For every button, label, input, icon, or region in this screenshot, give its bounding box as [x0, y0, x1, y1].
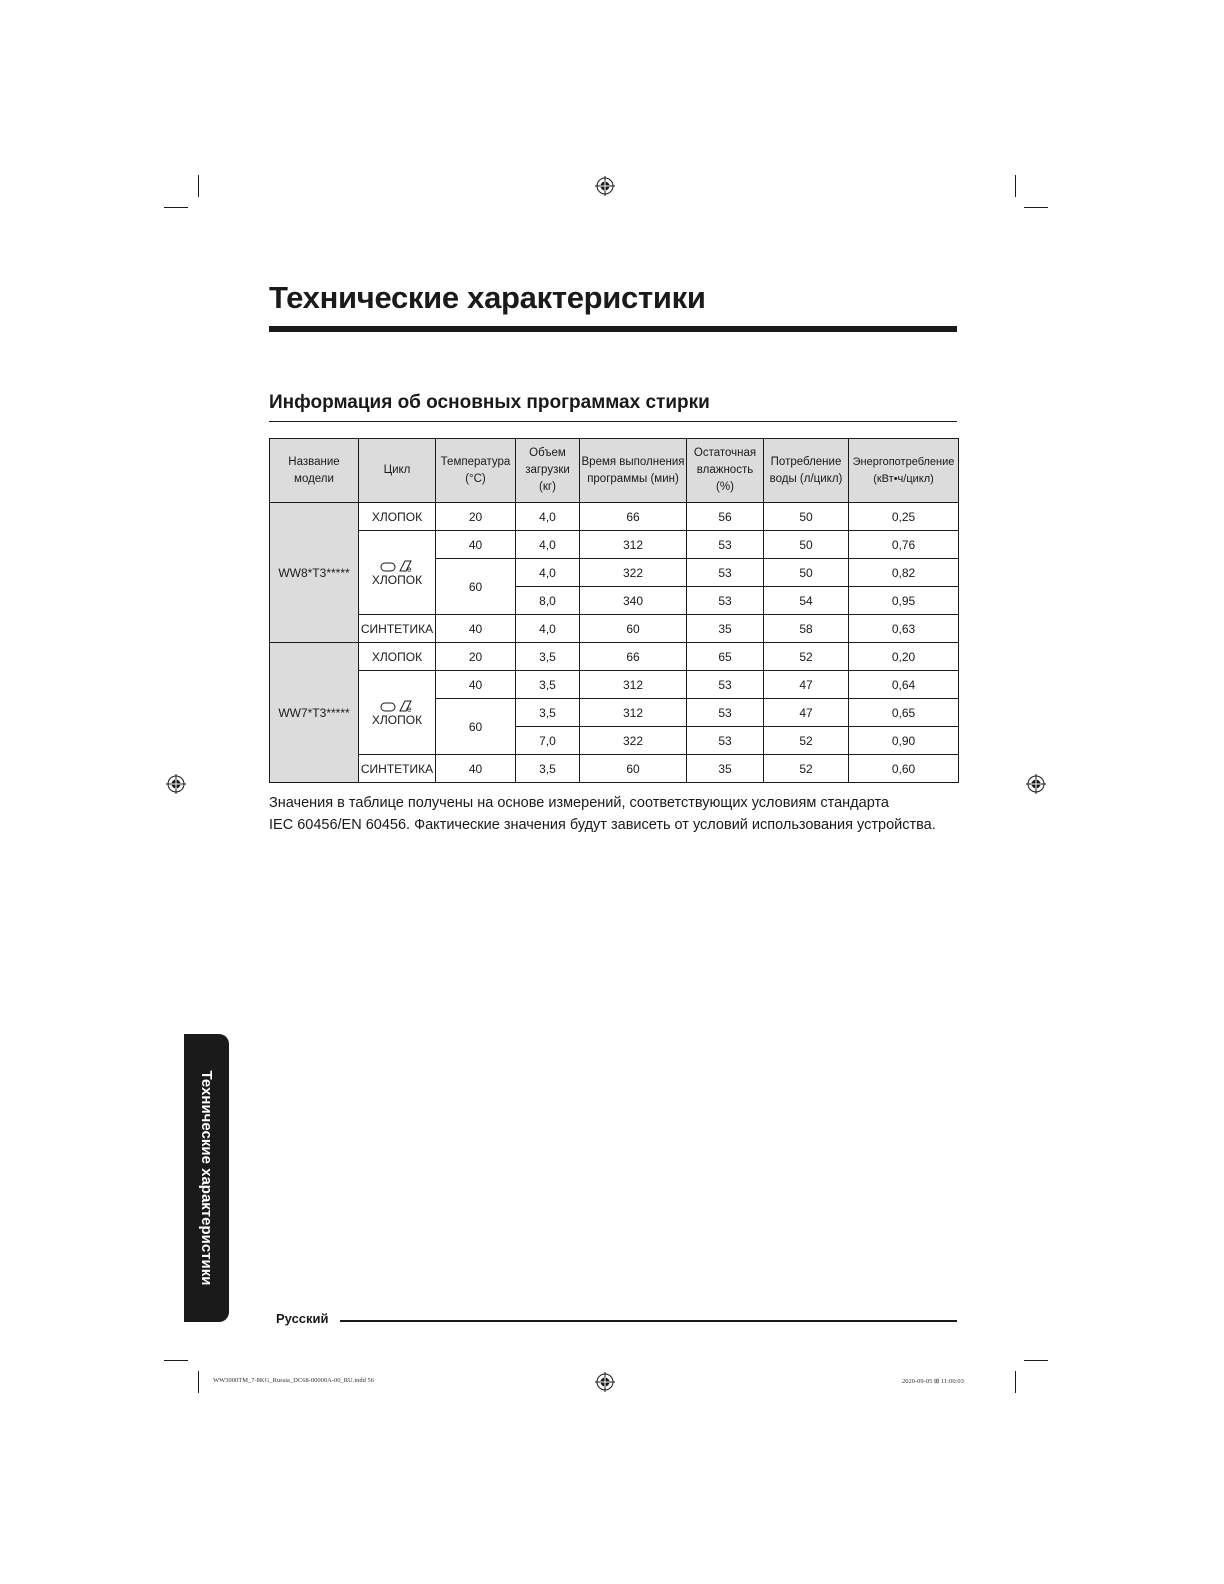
- crop-mark: [164, 207, 188, 208]
- cycle-label: ХЛОПОК: [371, 572, 423, 587]
- footnote-line: Значения в таблице получены на основе измерений, соответствующих условиям стандарта: [269, 795, 889, 811]
- cycle-cell: СИНТЕТИКА: [359, 615, 436, 643]
- load-cell: 3,5: [516, 755, 580, 783]
- crop-mark: [1024, 207, 1048, 208]
- table-row: [270, 503, 959, 531]
- load-cell: 4,0: [516, 615, 580, 643]
- load-cell: 4,0: [516, 503, 580, 531]
- water-cell: 58: [764, 615, 849, 643]
- cycle-cell: ХЛОПОК: [359, 643, 436, 671]
- load-cell: 8,0: [516, 587, 580, 615]
- load-cell: 3,5: [516, 643, 580, 671]
- cycle-label: ХЛОПОК: [371, 712, 423, 727]
- header-moisture: Остаточная влажность (%): [687, 439, 764, 503]
- load-cell: 3,5: [516, 699, 580, 727]
- header-cycle: Цикл: [359, 439, 436, 503]
- water-cell: 47: [764, 699, 849, 727]
- crop-mark: [164, 1360, 188, 1361]
- temperature-cell: 60: [436, 699, 516, 755]
- cycle-cell: ХЛОПОК: [359, 503, 436, 531]
- temperature-cell: 40: [436, 615, 516, 643]
- water-cell: 54: [764, 587, 849, 615]
- energy-cell: 0,90: [849, 727, 959, 755]
- eco-cotton-icon: [359, 698, 435, 713]
- header-model: Название модели: [270, 439, 359, 503]
- load-cell: 4,0: [516, 559, 580, 587]
- moisture-cell: 53: [687, 671, 764, 699]
- time-cell: 322: [580, 559, 687, 587]
- footer-language: Русский: [276, 1311, 329, 1326]
- crop-mark: [198, 1371, 199, 1393]
- water-cell: 52: [764, 727, 849, 755]
- time-cell: 340: [580, 587, 687, 615]
- energy-cell: 0,63: [849, 615, 959, 643]
- moisture-cell: 53: [687, 531, 764, 559]
- registration-mark-icon: [595, 1372, 615, 1392]
- water-cell: 47: [764, 671, 849, 699]
- time-cell: 312: [580, 671, 687, 699]
- footnote: [269, 792, 959, 836]
- moisture-cell: 65: [687, 643, 764, 671]
- side-tab-label: Технические характеристики: [198, 1070, 215, 1286]
- programs-table: [269, 438, 959, 783]
- moisture-cell: 53: [687, 699, 764, 727]
- table-row: [270, 755, 959, 783]
- energy-cell: 0,64: [849, 671, 959, 699]
- water-cell: 50: [764, 503, 849, 531]
- energy-cell: 0,65: [849, 699, 959, 727]
- temperature-cell: 20: [436, 503, 516, 531]
- crop-mark: [1024, 1360, 1048, 1361]
- table-row: [270, 671, 959, 699]
- time-cell: 322: [580, 727, 687, 755]
- time-cell: 66: [580, 503, 687, 531]
- water-cell: 50: [764, 559, 849, 587]
- water-cell: 52: [764, 755, 849, 783]
- table-row: [270, 615, 959, 643]
- header-time: Время выполнения программы (мин): [580, 439, 687, 503]
- header-temperature: Температура (°C): [436, 439, 516, 503]
- time-cell: 60: [580, 615, 687, 643]
- svg-text:e: e: [407, 704, 412, 713]
- table-header-row: [270, 439, 959, 503]
- svg-text:e: e: [407, 564, 412, 573]
- cycle-cell: [359, 531, 436, 615]
- header-energy: Энергопотребление (кВт•ч/цикл): [849, 439, 959, 503]
- temperature-cell: 60: [436, 559, 516, 615]
- temperature-cell: 40: [436, 755, 516, 783]
- cycle-cell: [359, 671, 436, 755]
- header-water: Потребление воды (л/цикл): [764, 439, 849, 503]
- load-cell: 3,5: [516, 671, 580, 699]
- eco-cotton-icon: [359, 558, 435, 573]
- print-slug-date: 2020-09-05 ⊞ 11:00:03: [902, 1378, 964, 1385]
- registration-mark-icon: [166, 774, 186, 794]
- page-title: Технические характеристики: [269, 280, 706, 315]
- energy-cell: 0,82: [849, 559, 959, 587]
- energy-cell: 0,60: [849, 755, 959, 783]
- print-slug-file: WW3000TM_7-8KG_Russia_DC68-00000A-00_RU.indd 56: [213, 1377, 375, 1384]
- time-cell: 312: [580, 699, 687, 727]
- model-cell: WW8*T3*****: [270, 503, 359, 643]
- water-cell: 50: [764, 531, 849, 559]
- time-cell: 312: [580, 531, 687, 559]
- side-section-tab: [184, 1034, 229, 1322]
- moisture-cell: 56: [687, 503, 764, 531]
- registration-mark-icon: [1026, 774, 1046, 794]
- title-divider: [269, 326, 957, 332]
- moisture-cell: 53: [687, 587, 764, 615]
- registration-mark-icon: [595, 176, 615, 196]
- moisture-cell: 35: [687, 615, 764, 643]
- energy-cell: 0,25: [849, 503, 959, 531]
- temperature-cell: 20: [436, 643, 516, 671]
- time-cell: 66: [580, 643, 687, 671]
- temperature-cell: 40: [436, 671, 516, 699]
- temperature-cell: 40: [436, 531, 516, 559]
- energy-cell: 0,76: [849, 531, 959, 559]
- water-cell: 52: [764, 643, 849, 671]
- energy-cell: 0,20: [849, 643, 959, 671]
- header-load: Объем загрузки (кг): [516, 439, 580, 503]
- footer-divider: [340, 1320, 957, 1322]
- model-cell: WW7*T3*****: [270, 643, 359, 783]
- cycle-cell: СИНТЕТИКА: [359, 755, 436, 783]
- moisture-cell: 53: [687, 559, 764, 587]
- section-divider: [269, 421, 957, 422]
- load-cell: 4,0: [516, 531, 580, 559]
- energy-cell: 0,95: [849, 587, 959, 615]
- table-row: [270, 643, 959, 671]
- moisture-cell: 53: [687, 727, 764, 755]
- section-title: Информация об основных программах стирки: [269, 392, 710, 413]
- footnote-line: IEC 60456/EN 60456. Фактические значения будут зависеть от условий использования устройства.: [269, 817, 936, 833]
- time-cell: 60: [580, 755, 687, 783]
- load-cell: 7,0: [516, 727, 580, 755]
- table-row: [270, 531, 959, 559]
- crop-mark: [1015, 1371, 1016, 1393]
- crop-mark: [1015, 175, 1016, 197]
- crop-mark: [198, 175, 199, 197]
- moisture-cell: 35: [687, 755, 764, 783]
